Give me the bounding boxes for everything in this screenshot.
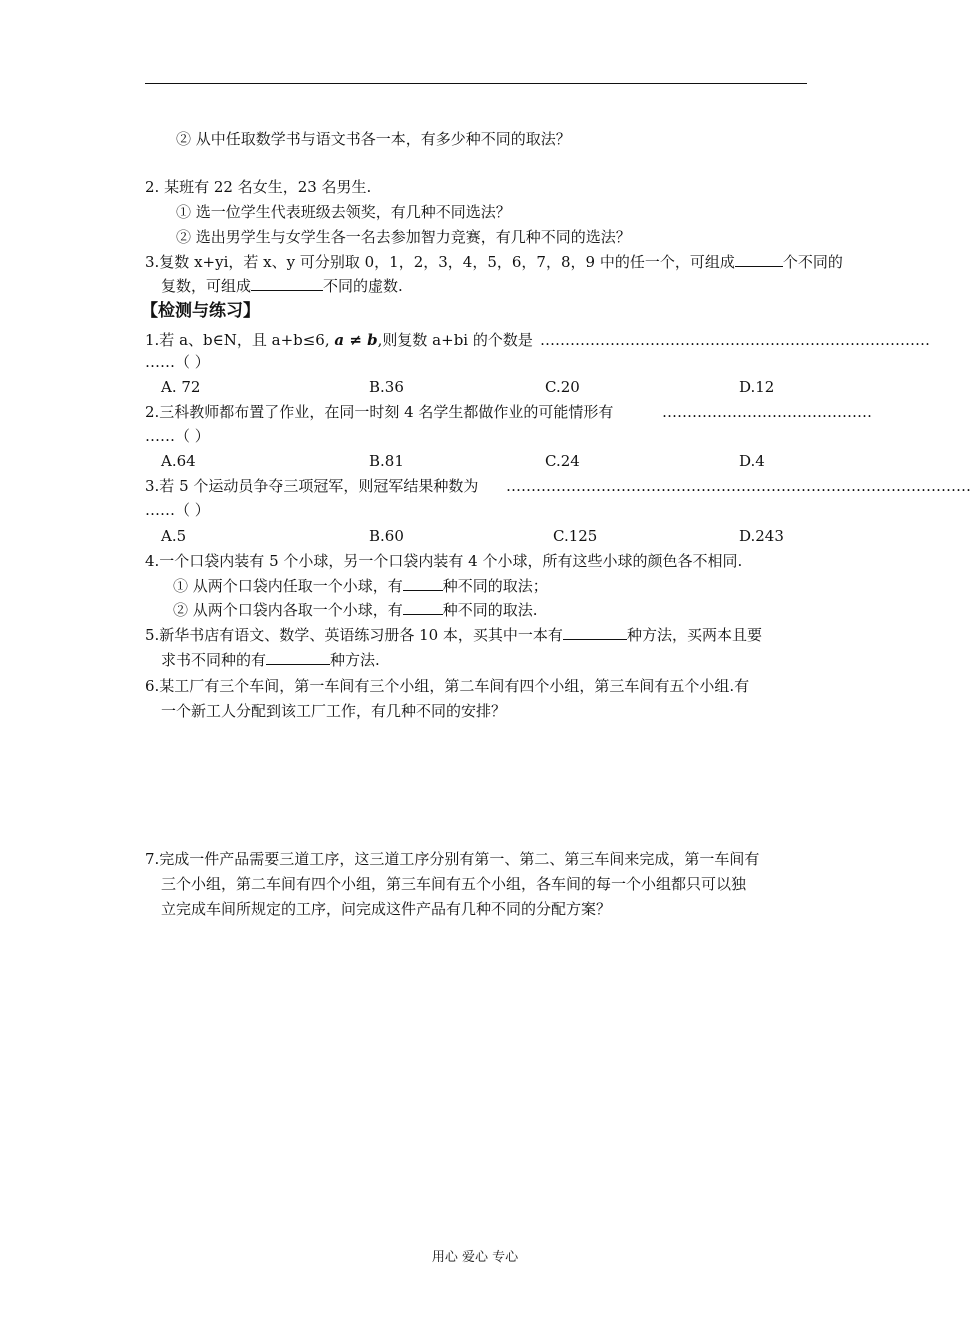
p5-blank-2[interactable]: [266, 650, 330, 665]
p1-option-a: A. 72: [161, 378, 201, 396]
p5-line-1-text: 5.新华书店有语文、数学、英语练习册各 10 本，买其中一本有: [145, 626, 563, 644]
p6-line-2: 一个新工人分配到该工厂工作，有几种不同的安排？: [161, 702, 507, 720]
p7-line-3: 立完成车间所规定的工序，问完成这件产品有几种不同的分配方案？: [161, 900, 612, 918]
p7-line-1: 7.完成一件产品需要三道工序，这三道工序分别有第一、第二、第三车间来完成，第一车间有: [145, 850, 760, 868]
p2-option-d: D.4: [739, 452, 765, 470]
p1-line-1: [145, 330, 533, 350]
q3-line-2-tail: 不同的虚数.: [323, 277, 403, 295]
p1-leader-dots: ……………………………………………………………………: [540, 331, 930, 349]
p1-option-d: D.12: [739, 378, 775, 396]
p3-leader-dots: …………………………………………………………………………………: [506, 477, 971, 495]
p2-leader-dots: ……………………………………: [662, 403, 872, 421]
p4-stem: 4.一个口袋内装有 5 个小球，另一个口袋内装有 4 个小球，所有这些小球的颜色各不相同.: [145, 552, 743, 570]
p4-sub1-tail: 种不同的取法；: [442, 577, 548, 595]
q3-blank-2[interactable]: [251, 276, 323, 291]
section-heading: 【检测与练习】: [141, 301, 260, 321]
p2-option-c: C.24: [545, 452, 580, 470]
p4-subquestion-2: [173, 600, 538, 620]
p5-line-1-tail: 种方法，买两本且要: [626, 626, 762, 644]
p2-line-1: 2.三科教师都布置了作业，在同一时刻 4 名学生都做作业的可能情形有: [145, 403, 614, 421]
p5-line-2-text: 求书不同种的有: [161, 651, 267, 669]
p1-answer-bracket: ……（ ）: [145, 353, 210, 371]
q3-blank-1[interactable]: [735, 252, 783, 267]
q2-subquestion-1: ① 选一位学生代表班级去领奖，有几种不同选法？: [176, 203, 511, 221]
p5-line-1: [145, 625, 762, 645]
p1-text: 1.若 a、b∈N，且 a+b≤6,: [145, 331, 330, 349]
p3-answer-bracket: ……（ ）: [145, 501, 210, 519]
q1-subquestion-2: ② 从中任取数学书与语文书各一本，有多少种不同的取法？: [176, 130, 571, 148]
p3-line-1: 3.若 5 个运动员争夺三项冠军，则冠军结果种数为: [145, 477, 479, 495]
p1-option-b: B.36: [369, 378, 404, 396]
p6-line-1: 6.某工厂有三个车间，第一车间有三个小组，第二车间有四个小组，第三车间有五个小组.有: [145, 677, 750, 695]
p4-sub2-text: ② 从两个口袋内各取一个小球，有: [173, 601, 403, 619]
p5-line-2-tail: 种方法.: [330, 651, 380, 669]
p3-option-b: B.60: [369, 527, 404, 545]
p7-line-2: 三个小组，第二车间有四个小组，第三车间有五个小组，各车间的每一个小组都只可以独: [161, 875, 747, 893]
q2-stem: 2. 某班有 22 名女生，23 名男生.: [145, 178, 372, 196]
p5-blank-1[interactable]: [563, 625, 627, 640]
p3-option-c: C.125: [553, 527, 598, 545]
q3-line-1: [145, 252, 843, 272]
p4-subquestion-1: [173, 576, 548, 596]
p4-blank-2[interactable]: [403, 600, 443, 615]
p4-blank-1[interactable]: [403, 576, 443, 591]
q2-subquestion-2: ② 选出男学生与女学生各一名去参加智力竞赛，有几种不同的选法？: [176, 228, 631, 246]
header-rule: [145, 83, 807, 84]
p1-text-tail: ,则复数 a+bi 的个数是: [377, 331, 533, 349]
q3-line-2-text: 复数，可组成: [161, 277, 252, 295]
p2-option-b: B.81: [369, 452, 404, 470]
p1-math-inequality: a ≠ b: [334, 331, 378, 349]
p2-option-a: A.64: [161, 452, 196, 470]
p5-line-2: [161, 650, 380, 670]
p3-option-d: D.243: [739, 527, 784, 545]
p4-sub2-tail: 种不同的取法.: [442, 601, 538, 619]
p2-answer-bracket: ……（ ）: [145, 427, 210, 445]
p3-option-a: A.5: [161, 527, 187, 545]
q3-line-2: [161, 276, 403, 296]
q3-line-1-text: 3.复数 x+yi，若 x、y 可分别取 0，1，2，3，4，5，6，7，8，9 中的任一个，可组成: [145, 253, 735, 271]
p1-option-c: C.20: [545, 378, 580, 396]
q3-line-1-tail: 个不同的: [782, 253, 843, 271]
page-footer: 用心 爱心 专心: [431, 1250, 519, 1265]
p4-sub1-text: ① 从两个口袋内任取一个小球，有: [173, 577, 403, 595]
